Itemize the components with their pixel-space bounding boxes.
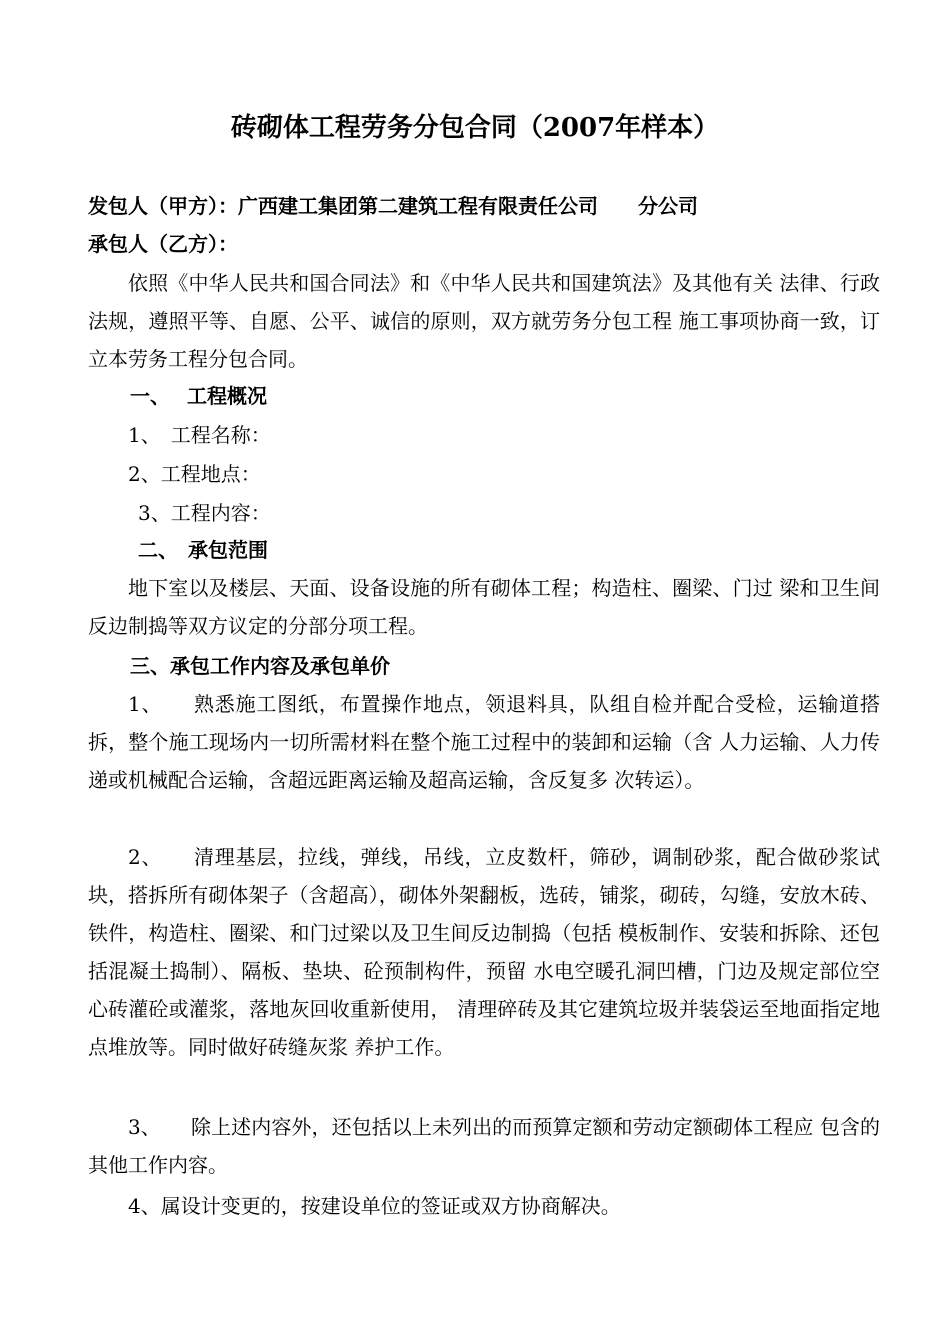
project-content-item: 3、工程内容： xyxy=(138,501,271,525)
section-1-heading: 一、 工程概况 xyxy=(130,384,267,408)
document-title: 砖砌体工程劳务分包合同（2007年样本） xyxy=(230,113,720,143)
section-3-item-3: 3、 除上述内容外，还包括以上未列出的而预算定额和劳动定额砌体工程应 包含的其他工作内容。 xyxy=(88,1115,880,1177)
intro-paragraph: 依照《中华人民共和国合同法》和《中华人民共和国建筑法》及其他有关 法律、行政法规，遵照平等、自愿、公平、诚信的原则，双方就劳务分包工程 施工事项协商一致，订立本劳务工程分包合同。 xyxy=(88,271,880,371)
section-2-heading: 二、 承包范围 xyxy=(138,538,268,562)
project-name-item: 1、 工程名称： xyxy=(128,423,271,447)
section-3-heading: 三、承包工作内容及承包单价 xyxy=(130,654,390,678)
project-location-item: 2、工程地点： xyxy=(128,462,261,486)
section-3-item-1: 1、 熟悉施工图纸，布置操作地点，领退料具，队组自检并配合受检，运输道搭拆，整个施工现场内一切所需材料在整个施工过程中的装卸和运输（含 人力运输、人力传递或机械配合运输，含超远距离运输及超高运输，含反复多 次转运）。 xyxy=(88,692,880,792)
section-3-item-4: 4、属设计变更的，按建设单位的签证或双方协商解决。 xyxy=(128,1194,621,1218)
party-b: 承包人（乙方）： xyxy=(88,232,238,256)
section-3-item-2: 2、 清理基层，拉线，弹线，吊线，立皮数杆，筛砂，调制砂浆，配合做砂浆试块，搭拆所有砌体架子（含超高），砌体外架翻板，选砖，铺浆，砌砖，勾缝，安放木砖、铁件，构造柱、圈梁、和门过梁以及卫生间反边制捣（包括 模板制作、安装和拆除、还包括混凝土捣制）、隔板、垫块、砼预制构件，预留 水电空暖孔洞凹槽，门边及规定部位空心砖灌砼或灌浆，落地灰回收重新使用， 清理碎砖及其它建筑垃圾并装袋运至地面指定地点堆放等。同时做好砖缝灰浆 养护工作。 xyxy=(88,845,880,1059)
party-a: 发包人（甲方）：广西建工集团第二建筑工程有限责任公司 分公司 xyxy=(88,194,698,218)
section-2-text: 地下室以及楼层、天面、设备设施的所有砌体工程；构造柱、圈梁、门过 梁和卫生间反边制捣等双方议定的分部分项工程。 xyxy=(88,576,880,638)
